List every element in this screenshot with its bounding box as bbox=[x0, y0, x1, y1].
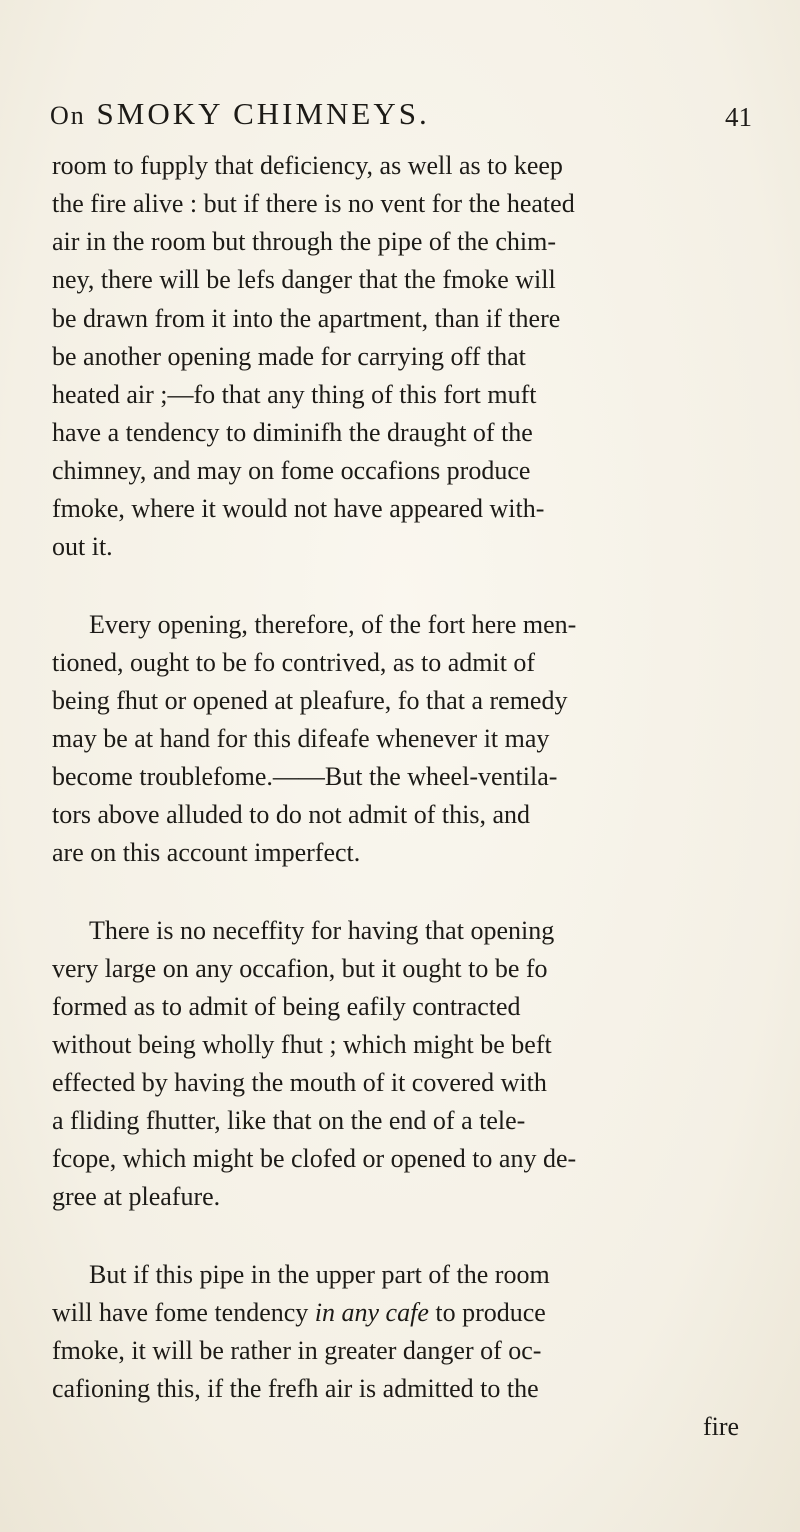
text-line: ney, there will be lefs danger that the fmoke will bbox=[52, 265, 556, 294]
running-head-prefix: On bbox=[50, 101, 86, 130]
text-line: fmoke, where it would not have appeared with- bbox=[52, 494, 545, 523]
text-line: be drawn from it into the apartment, than if there bbox=[52, 304, 561, 333]
text-line: tors above alluded to do not admit of this, and bbox=[52, 800, 531, 829]
text-line: a fliding fhutter, like that on the end of a tele- bbox=[52, 1106, 526, 1135]
text-line: without being wholly fhut ; which might be beft bbox=[52, 1030, 552, 1059]
text-line: chimney, and may on fome occafions produce bbox=[52, 456, 531, 485]
text-line: the fire alive : but if there is no vent for the heated bbox=[52, 189, 575, 218]
text-run: to produce bbox=[428, 1298, 546, 1327]
text-line: are on this account imperfect. bbox=[52, 838, 361, 867]
text-line: formed as to admit of being eafily contracted bbox=[52, 992, 521, 1021]
text-line: become troublefome.——But the wheel-ventila- bbox=[52, 762, 558, 791]
text-line: very large on any occafion, but it ought to be fo bbox=[52, 954, 548, 983]
catchword: fire bbox=[703, 1412, 740, 1441]
text-line: have a tendency to diminifh the draught of the bbox=[52, 418, 533, 447]
text-run: will have fome tendency bbox=[52, 1298, 315, 1327]
text-line: gree at pleafure. bbox=[52, 1182, 221, 1211]
text-line: fmoke, it will be rather in greater danger of oc- bbox=[52, 1336, 542, 1365]
text-line: effected by having the mouth of it covered with bbox=[52, 1068, 547, 1097]
text-line: room to fupply that deficiency, as well as to keep bbox=[52, 151, 563, 180]
text-line: out it. bbox=[52, 532, 113, 561]
text-line: be another opening made for carrying off that bbox=[52, 342, 526, 371]
text-line: cafioning this, if the frefh air is admitted to the bbox=[52, 1374, 539, 1403]
page-number: 41 bbox=[725, 102, 752, 132]
text-line: There is no neceffity for having that opening bbox=[89, 916, 555, 945]
text-line: Every opening, therefore, of the fort here men- bbox=[89, 610, 577, 639]
running-head bbox=[50, 96, 430, 132]
text-line: air in the room but through the pipe of the chim- bbox=[52, 227, 556, 256]
text-line: may be at hand for this difeafe whenever it may bbox=[52, 724, 550, 753]
italic-text-run: in any cafe bbox=[314, 1298, 429, 1327]
text-line: being fhut or opened at pleafure, fo that a remedy bbox=[52, 686, 568, 715]
running-head-title: SMOKY CHIMNEYS. bbox=[96, 96, 430, 131]
text-line: fcope, which might be clofed or opened to any de- bbox=[52, 1144, 577, 1173]
text-line bbox=[52, 1296, 546, 1330]
text-line: But if this pipe in the upper part of the room bbox=[89, 1260, 550, 1289]
page-header bbox=[0, 96, 800, 146]
text-line: heated air ;—fo that any thing of this fort muft bbox=[52, 380, 537, 409]
text-line: tioned, ought to be fo contrived, as to admit of bbox=[52, 648, 536, 677]
